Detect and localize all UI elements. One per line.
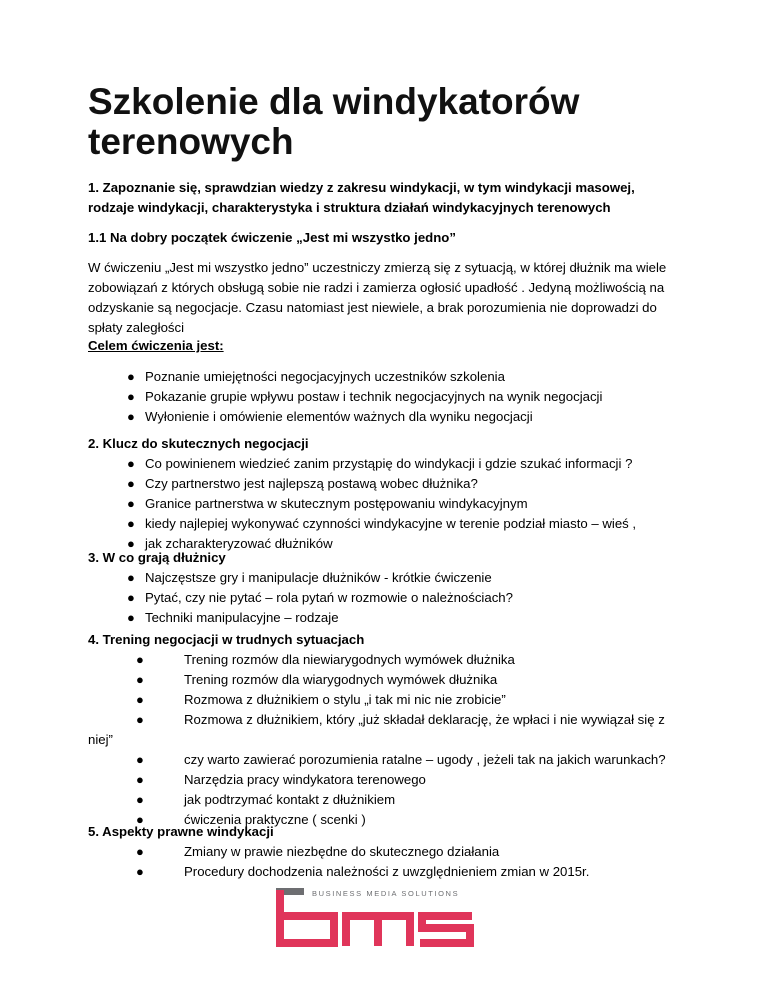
bullet-icon: ● [127,590,135,605]
document-title: Szkolenie dla windykatorów terenowych [88,81,580,162]
bullet-icon: ● [127,516,135,531]
bullet-icon: ● [127,536,135,551]
list-item: ● kiedy najlepiej wykonywać czynności windykacyjne w terenie podział miasto – wieś , [88,514,636,534]
list-item: ● Procedury dochodzenia należności z uwzględnieniem zmian w 2015r. [88,862,589,882]
list-item: ● Czy partnerstwo jest najlepszą postawą wobec dłużnika? [88,474,636,494]
bullet-icon: ● [127,610,135,625]
bullet-icon: ● [127,369,135,384]
exercise-description: W ćwiczeniu „Jest mi wszystko jedno” uczestniczy zmierzą się z sytuacją, w której dłużnik ma wiele zobowiązań z których obsługą sobie nie radzi i zamierza ogłosić upadłość . Jedyną możliwością na odzyskanie są negocjacje. Czasu natomiast jest niewiele, a brak porozumienia nie doprowadzi do spłaty zaległości [88,260,667,335]
section-1-1-heading: 1.1 Na dobry początek ćwiczenie „Jest mi wszystko jedno” [88,230,456,245]
list-item: ● Najczęstsze gry i manipulacje dłużników - krótkie ćwiczenie [88,568,513,588]
list-item: ● Granice partnerstwa w skutecznym postępowaniu windykacyjnym [88,494,636,514]
bullet-icon: ● [136,712,144,727]
list-item: ● Poznanie umiejętności negocjacyjnych uczestników szkolenia [88,367,602,387]
bullet-icon: ● [136,844,144,859]
section-5-heading: 5. Aspekty prawne windykacji [88,824,274,839]
list-item: ● czy warto zawierać porozumienia ratalne – ugody , jeżeli tak na jakich warunkach? [88,750,680,770]
goals-list [88,367,602,427]
list-item: ● Trening rozmów dla niewiarygodnych wymówek dłużnika [88,650,680,670]
section-1-heading: 1. Zapoznanie się, sprawdzian wiedzy z zakresu windykacji, w tym windykacji masowej, rodzaje windykacji, charakterystyka i struktura działań windykacyjnych terenowych [88,180,635,215]
bms-logo [276,888,476,948]
list-item: ● Pokazanie grupie wpływu postaw i technik negocjacyjnych na wynik negocjacji [88,387,602,407]
goals-label: Celem ćwiczenia jest: [88,338,224,353]
bullet-icon: ● [127,570,135,585]
bullet-icon: ● [136,652,144,667]
bullet-icon: ● [136,672,144,687]
list-item: ● Techniki manipulacyjne – rodzaje [88,608,513,628]
bullet-icon: ● [127,476,135,491]
bullet-icon: ● [136,812,144,827]
list-item: ● Narzędzia pracy windykatora terenowego [88,770,680,790]
bullet-icon: ● [136,752,144,767]
list-item: ● Pytać, czy nie pytać – rola pytań w rozmowie o należnościach? [88,588,513,608]
bullet-icon: ● [136,772,144,787]
list-item: ● Trening rozmów dla wiarygodnych wymówek dłużnika [88,670,680,690]
list-item: ● Rozmowa z dłużnikiem, który „już składał deklarację, że wpłaci i nie wywiązał się z niej” [88,712,665,747]
bullet-icon: ● [127,409,135,424]
bullet-icon: ● [127,456,135,471]
bullet-icon: ● [136,692,144,707]
logo-tagline: BUSINESS MEDIA SOLUTIONS [312,889,460,898]
list-item: ● Rozmowa z dłużnikiem o stylu „i tak mi nic nie zrobicie” [88,690,680,710]
bullet-icon: ● [127,389,135,404]
bullet-icon: ● [136,792,144,807]
list-item: ● jak podtrzymać kontakt z dłużnikiem [88,790,680,810]
list-item: ● ćwiczenia praktyczne ( scenki ) [88,810,680,830]
section-4-list [88,650,680,830]
section-2-list [88,454,636,554]
list-item: ● Zmiany w prawie niezbędne do skutecznego działania [88,842,589,862]
list-item: ● Co powinienem wiedzieć zanim przystąpię do windykacji i gdzie szukać informacji ? [88,454,636,474]
section-5-list [88,842,589,882]
bullet-icon: ● [136,864,144,879]
list-item: ● jak zcharakteryzować dłużników [88,534,636,554]
bullet-icon: ● [127,496,135,511]
section-3-list [88,568,513,628]
section-3-heading: 3. W co grają dłużnicy [88,550,226,565]
logo-wordmark-icon [280,890,472,946]
section-2-heading: 2. Klucz do skutecznych negocjacji [88,436,309,451]
list-item: ● Wyłonienie i omówienie elementów ważnych dla wyniku negocjacji [88,407,602,427]
section-4-heading: 4. Trening negocjacji w trudnych sytuacjach [88,632,365,647]
